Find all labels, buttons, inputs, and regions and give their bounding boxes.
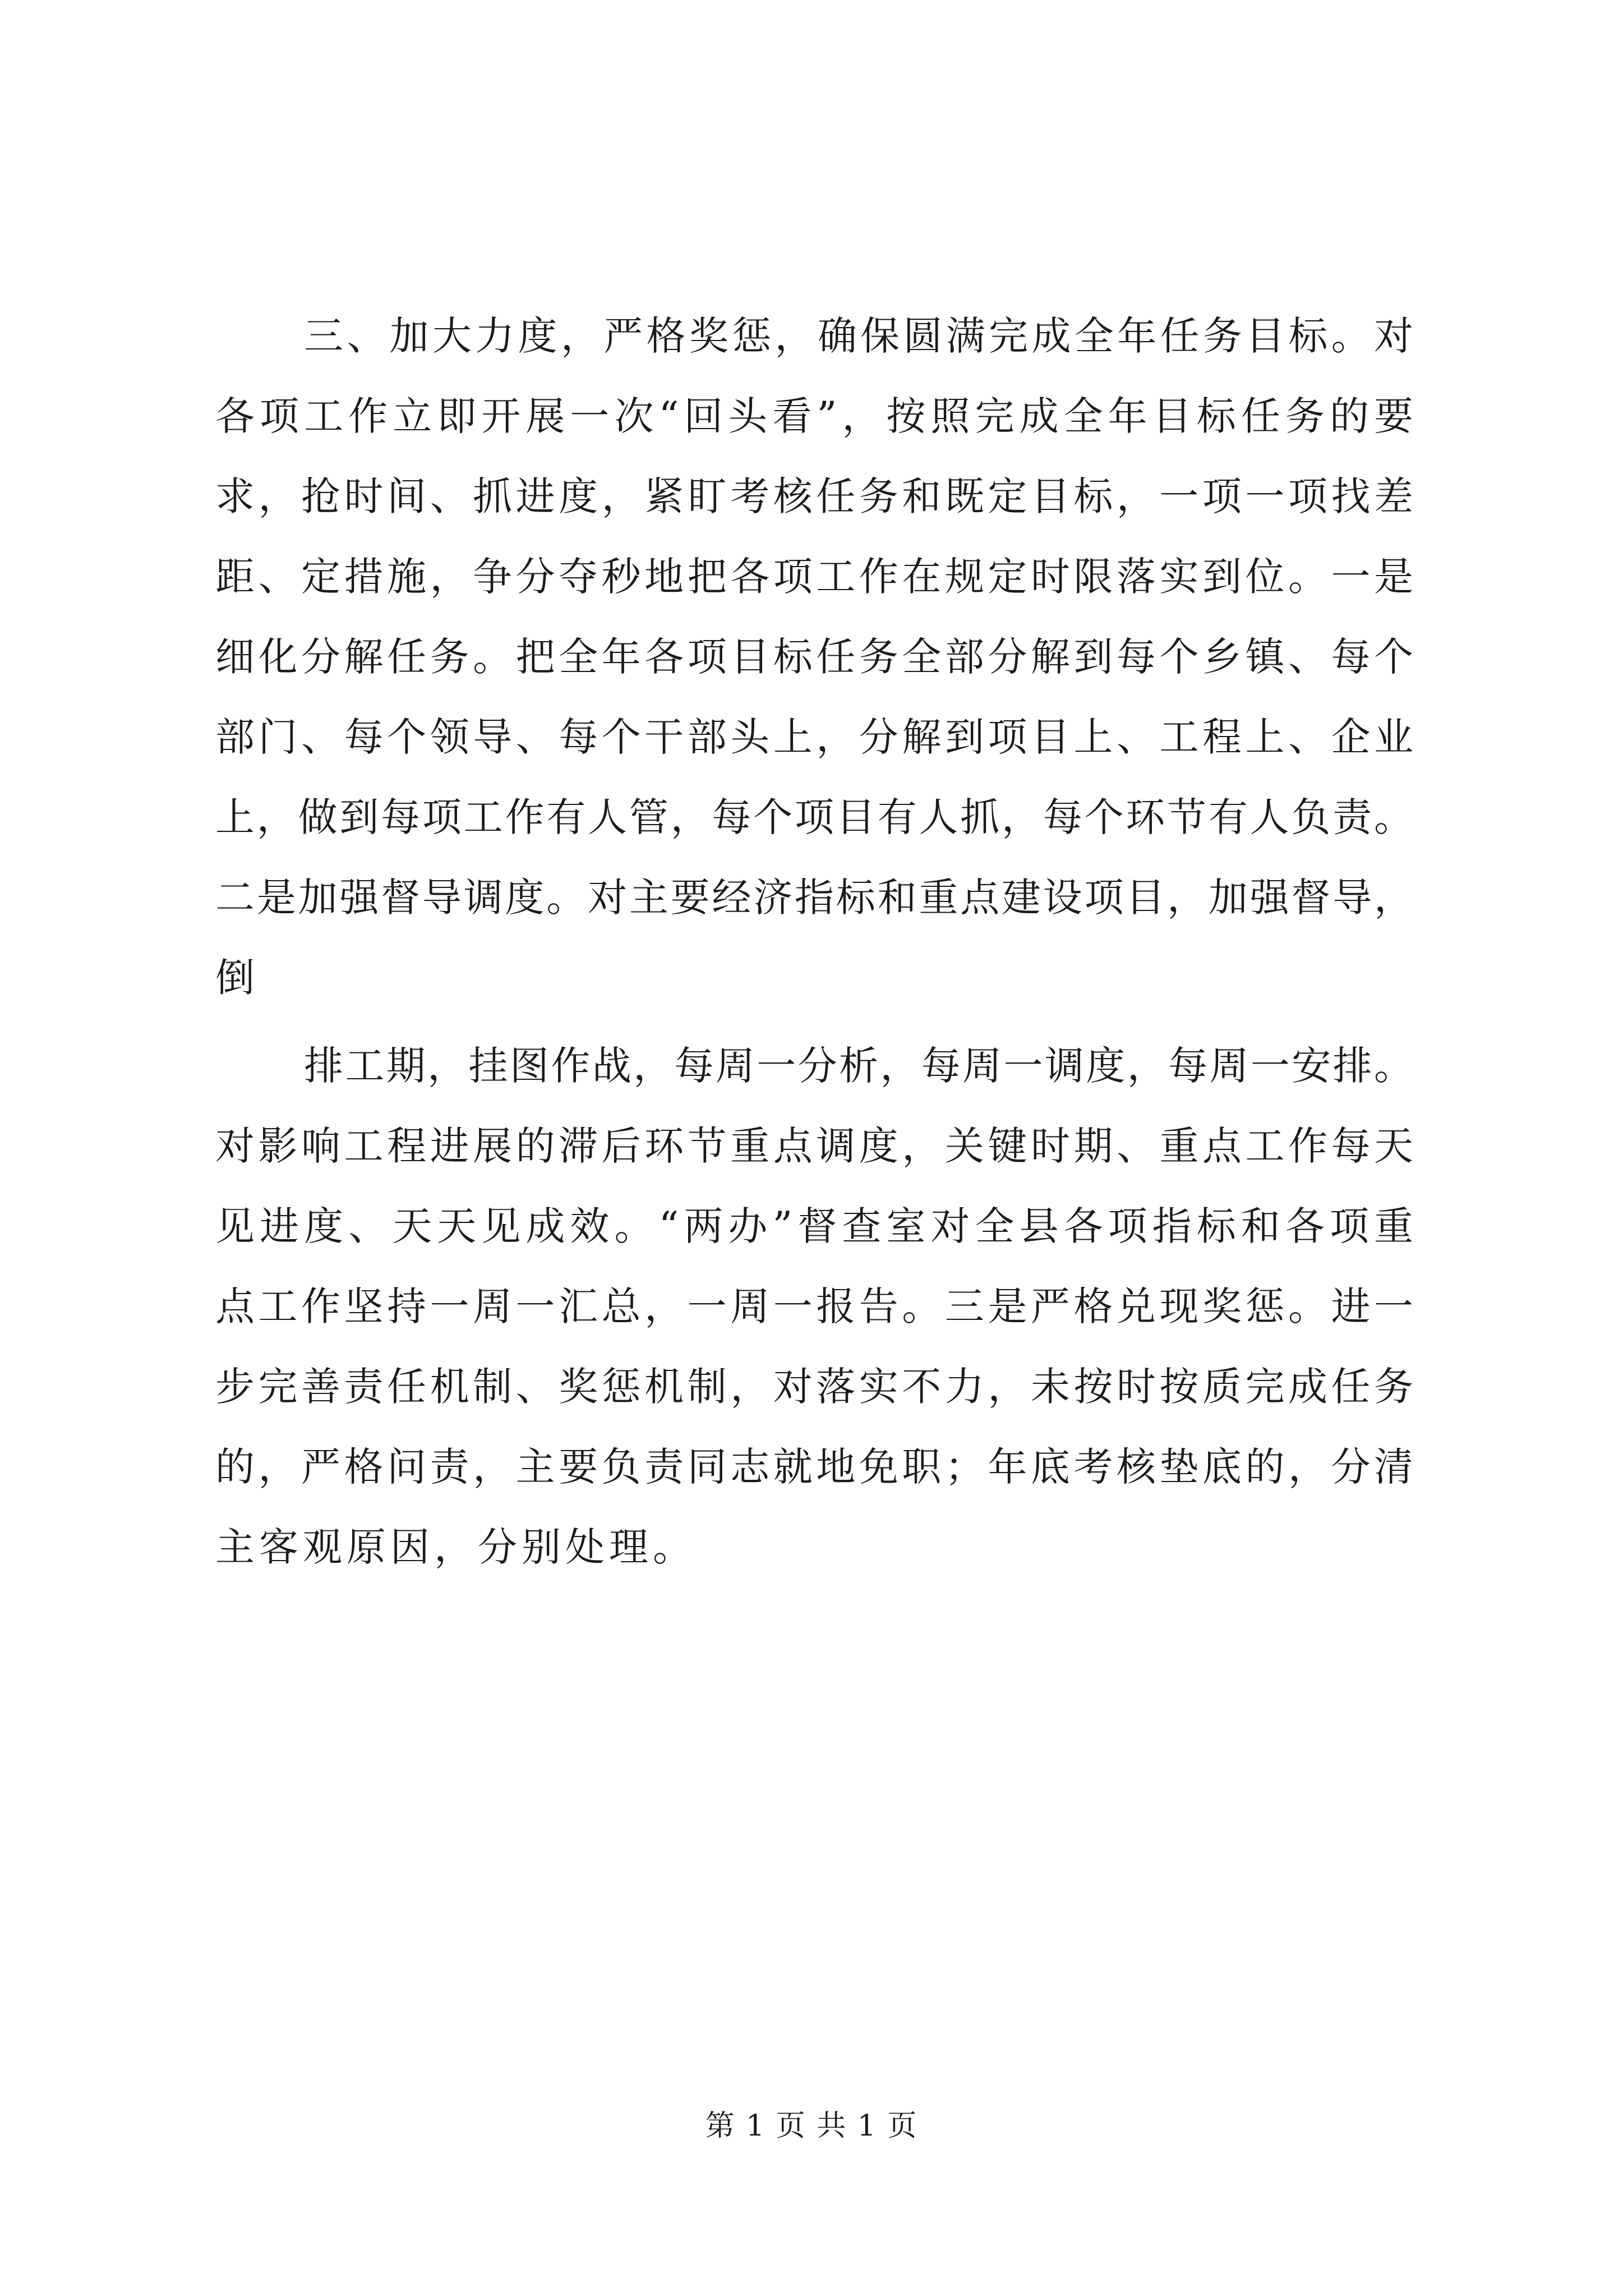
paragraph-line: 对影响工程进展的滞后环节重点调度，关键时期、重点工作每天 [215, 1123, 1413, 1169]
paragraph-line: 主客观原因，分别处理。 [215, 1524, 697, 1570]
paragraph-line: 三、加大力度，严格奖惩，确保圆满完成全年任务目标。对 [304, 313, 1413, 359]
paragraph-2 [215, 1026, 1413, 1588]
paragraph-line: 的，严格问责，主要负责同志就地免职；年底考核垫底的，分清 [215, 1444, 1413, 1490]
paragraph-line: 倒 [215, 955, 259, 1001]
paragraph-line: 排工期，挂图作战，每周一分析，每周一调度，每周一安排。 [304, 1043, 1413, 1089]
paragraph-line: 步完善责任机制、奖惩机制，对落实不力，未按时按质完成任务 [215, 1364, 1413, 1410]
paragraph-line: 各项工作立即开展一次“回头看”，按照完成全年目标任务的要 [215, 393, 1413, 439]
paragraph-line: 点工作坚持一周一汇总，一周一报告。三是严格兑现奖惩。进一 [215, 1283, 1413, 1329]
document-body [215, 296, 1413, 1588]
paragraph-line: 见进度、天天见成效。“两办”督查室对全县各项指标和各项重 [215, 1203, 1413, 1249]
paragraph-line: 部门、每个领导、每个干部头上，分解到项目上、工程上、企业 [215, 714, 1413, 760]
paragraph-line: 二是加强督导调度。对主要经济指标和重点建设项目，加强督导， [215, 875, 1413, 921]
page-number-footer: 第 1 页 共 1 页 [705, 2109, 918, 2143]
paragraph-line: 上，做到每项工作有人管，每个项目有人抓，每个环节有人负责。 [215, 794, 1413, 840]
paragraph-line: 细化分解任务。把全年各项目标任务全部分解到每个乡镇、每个 [215, 634, 1413, 680]
paragraph-1 [215, 296, 1413, 1018]
paragraph-line: 距、定措施，争分夺秒地把各项工作在规定时限落实到位。一是 [215, 554, 1413, 600]
paragraph-line: 求，抢时间、抓进度，紧盯考核任务和既定目标，一项一项找差 [215, 473, 1413, 519]
